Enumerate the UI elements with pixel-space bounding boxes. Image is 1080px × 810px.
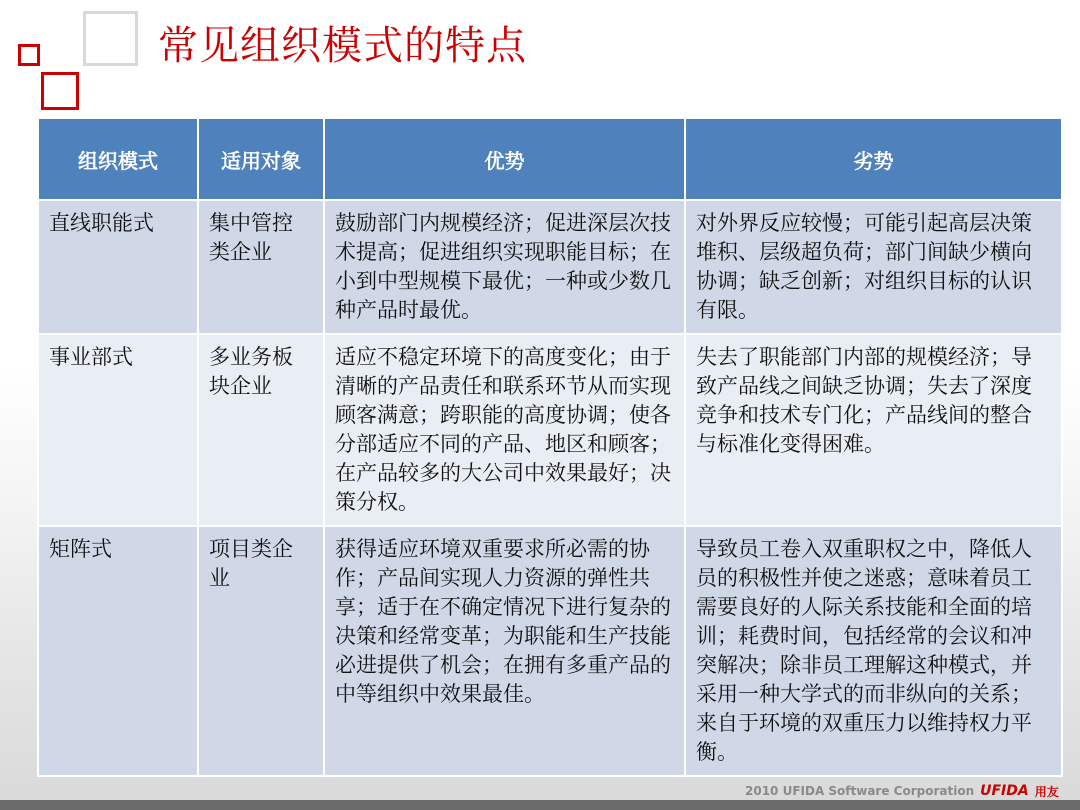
cell-disadvantage: 失去了职能部门内部的规模经济；导致产品线之间缺乏协调；失去了深度竞争和技术专门化；产品线间的整合与标准化变得困难。 — [685, 334, 1062, 526]
cell-mode: 矩阵式 — [38, 526, 198, 776]
header-disadvantage: 劣势 — [685, 118, 1062, 200]
cell-target: 多业务板块企业 — [198, 334, 324, 526]
footer-brand-cn: 用友 — [1034, 784, 1059, 799]
table-row — [38, 334, 1062, 526]
header-mode: 组织模式 — [38, 118, 198, 200]
footer-copyright: 2010 UFIDA Software Corporation — [745, 784, 975, 798]
footer — [745, 780, 1059, 802]
cell-mode: 事业部式 — [38, 334, 198, 526]
decorative-red-square-small — [18, 44, 40, 66]
table-row — [38, 526, 1062, 776]
cell-target: 项目类企业 — [198, 526, 324, 776]
header-target: 适用对象 — [198, 118, 324, 200]
cell-target: 集中管控类企业 — [198, 200, 324, 334]
table-header-row — [38, 118, 1062, 200]
cell-disadvantage: 对外界反应较慢；可能引起高层决策堆积、层级超负荷；部门间缺少横向协调；缺乏创新；对组织目标的认识有限。 — [685, 200, 1062, 334]
cell-disadvantage: 导致员工卷入双重职权之中，降低人员的积极性并使之迷惑；意味着员工需要良好的人际关系技能和全面的培训；耗费时间，包括经常的会议和冲突解决；除非员工理解这种模式，并采用一种大学式的而非纵向的关系；来自于环境的双重压力以维持权力平衡。 — [685, 526, 1062, 776]
table-row — [38, 200, 1062, 334]
header-advantage: 优势 — [324, 118, 685, 200]
cell-advantage: 获得适应环境双重要求所必需的协作；产品间实现人力资源的弹性共享；适于在不确定情况下进行复杂的决策和经常变革；为职能和生产技能必进提供了机会；在拥有多重产品的中等组织中效果最佳。 — [324, 526, 685, 776]
cell-mode: 直线职能式 — [38, 200, 198, 334]
decorative-gray-square — [83, 11, 138, 66]
decorative-red-square-large — [41, 72, 79, 110]
footer-brand-logo: UFIDA — [980, 783, 1029, 799]
slide-title: 常见组织模式的特点 — [158, 23, 527, 69]
cell-advantage: 适应不稳定环境下的高度变化；由于清晰的产品责任和联系环节从而实现顾客满意；跨职能的高度协调；使各分部适应不同的产品、地区和顾客；在产品较多的大公司中效果最好；决策分权。 — [324, 334, 685, 526]
bottom-bar — [0, 800, 1080, 810]
cell-advantage: 鼓励部门内规模经济；促进深层次技术提高；促进组织实现职能目标；在小到中型规模下最优；一种或少数几种产品时最优。 — [324, 200, 685, 334]
organization-modes-table — [37, 117, 1063, 777]
